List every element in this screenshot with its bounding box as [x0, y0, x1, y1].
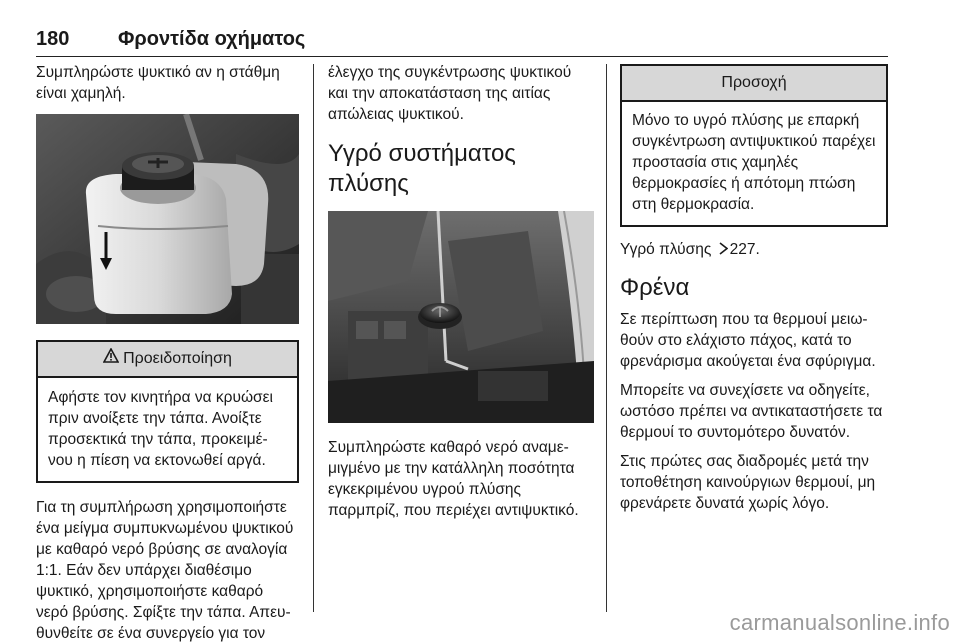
washer-reservoir-image [328, 211, 594, 423]
reference-page-link[interactable]: 227. [729, 241, 760, 258]
page-reference-icon [719, 240, 728, 261]
coolant-continuation: έλεγχο της συγκέντρωσης ψυκτικού και την αποκατάσταση της αιτίας απώλειας ψυκτικού. [328, 64, 572, 123]
warning-text: Αφήστε τον κινητήρα να κρυώσει πριν ανοίξετε την τάπα. Ανοίξτε προσεκτικά την τάπα, προκειμένου η πίεση να εκτονωθεί αργά. [48, 389, 273, 469]
washer-fluid-reference [620, 239, 888, 261]
brakes-paragraph-2: Μπορείτε να συνεχίσετε να οδηγείτε, ωστόσο πρέπει να αντικαταστήσετε τα θερμουί το συντομότερο δυνατόν. [620, 382, 883, 441]
washer-fluid-heading: Υγρό συστήματος πλύσης [328, 140, 516, 197]
warning-header [38, 342, 297, 378]
warning-box [36, 340, 299, 483]
column-3 [620, 62, 888, 514]
column-divider [313, 64, 314, 612]
reference-text: Υγρό πλύσης [620, 241, 712, 258]
watermark: carmanualsonline.info [729, 610, 950, 635]
brakes-heading: Φρένα [620, 274, 690, 301]
brakes-paragraph-1: Σε περίπτωση που τα θερμουί μειωθούν στο ελάχιστο πάχος, κατά το φρενάρισμα ακούγεται ένα σφύριγμα. [620, 311, 876, 370]
warning-title: Προειδοποίηση [123, 350, 232, 367]
brakes-paragraph-3: Στις πρώτες σας διαδρομές μετά την τοποθέτηση καινούργιων θερμουί, μη φρενάρετε δυνατά χωρίς λόγο. [620, 453, 876, 512]
coolant-body: Για τη συμπλήρωση χρησιμοποιήστε ένα μείγμα συμπυκνωμένου ψυκτικού με καθαρό νερό βρύσης σε αναλογία 1:1. Εάν δεν υπάρχει διαθέσιμο ψυκτικό, χρησιμοποιήστε καθαρό νερό βρύσης. Σφίξτε την τάπα. Απευθυνθείτε σε ένα συνεργείο για τον [36, 499, 294, 642]
page-header [36, 26, 888, 57]
coolant-reservoir-image [36, 114, 299, 324]
caution-box [620, 64, 888, 227]
washer-fluid-body: Συμπληρώστε καθαρό νερό αναμεμιγμένο με την κατάλληλη ποσότητα εγκεκριμένου υγρού πλύσης παρμπρίζ, που περιέχει αντιψυκτικό. [328, 439, 579, 519]
column-1 [36, 62, 299, 644]
page-number: 180 [36, 28, 70, 50]
coolant-intro: Συμπληρώστε ψυκτικό αν η στάθμη είναι χαμηλή. [36, 64, 280, 102]
caution-text: Μόνο το υγρό πλύσης με επαρκή συγκέντρωση αντιψυκτικού παρέχει προστασία στις χαμηλές θερμοκρασίες ή απότομη πτώση στη θερμοκρασία. [632, 112, 876, 213]
column-2 [328, 62, 594, 521]
chapter-title: Φροντίδα οχήματος [118, 28, 306, 50]
warning-triangle-icon [103, 342, 119, 376]
caution-title: Προσοχή [622, 66, 886, 102]
column-divider [606, 64, 607, 612]
